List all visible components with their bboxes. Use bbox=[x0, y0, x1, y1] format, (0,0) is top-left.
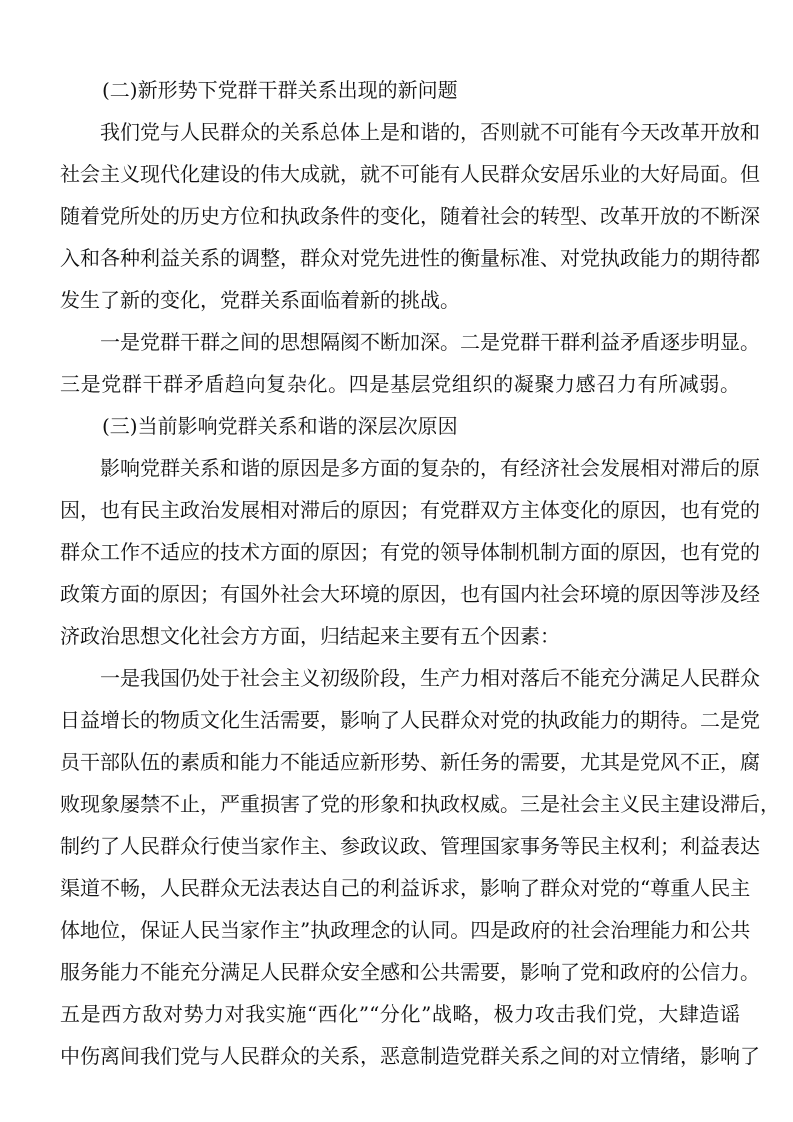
paragraph-line: 群众工作不适应的技术方面的原因；有党的领导体制机制方面的原因，也有党的 bbox=[60, 540, 760, 564]
paragraph-line: 制约了人民群众行使当家作主、参政议政、管理国家事务等民主权利；利益表达 bbox=[60, 834, 760, 858]
paragraph-line: 日益增长的物质文化生活需要，影响了人民群众对党的执政能力的期待。二是党 bbox=[60, 708, 760, 732]
paragraph-line: 三是党群干群矛盾趋向复杂化。四是基层党组织的凝聚力感召力有所减弱。 bbox=[60, 372, 740, 396]
paragraph-line: 渠道不畅，人民群众无法表达自己的利益诉求，影响了群众对党的“尊重人民主 bbox=[60, 876, 751, 900]
paragraph-line: 一是党群干群之间的思想隔阂不断加深。二是党群干群利益矛盾逐步明显。 bbox=[100, 330, 760, 354]
paragraph-line: 发生了新的变化，党群关系面临着新的挑战。 bbox=[60, 288, 460, 312]
paragraph-line: 五是西方敌对势力对我实施“西化”“分化”战略，极力攻击我们党，大肆造谣 bbox=[60, 1002, 740, 1026]
paragraph-line: 济政治思想文化社会方方面，归结起来主要有五个因素： bbox=[60, 624, 560, 648]
paragraph-line: 影响党群关系和谐的原因是多方面的复杂的，有经济社会发展相对滞后的原 bbox=[100, 456, 760, 480]
section-heading: (三)当前影响党群关系和谐的深层次原因 bbox=[102, 414, 458, 438]
paragraph-line: 因，也有民主政治发展相对滞后的原因；有党群双方主体变化的原因，也有党的 bbox=[60, 498, 760, 522]
paragraph-line: 服务能力不能充分满足人民群众安全感和公共需要，影响了党和政府的公信力。 bbox=[60, 960, 760, 984]
section-heading: (二)新形势下党群干群关系出现的新问题 bbox=[102, 78, 458, 102]
paragraph-line: 败现象屡禁不止，严重损害了党的形象和执政权威。三是社会主义民主建设滞后， bbox=[60, 792, 780, 816]
paragraph-line: 社会主义现代化建设的伟大成就，就不可能有人民群众安居乐业的大好局面。但 bbox=[60, 162, 760, 186]
paragraph-line: 员干部队伍的素质和能力不能适应新形势、新任务的需要，尤其是党风不正，腐 bbox=[60, 750, 760, 774]
paragraph-line: 一是我国仍处于社会主义初级阶段，生产力相对落后不能充分满足人民群众 bbox=[100, 666, 760, 690]
paragraph-line: 我们党与人民群众的关系总体上是和谐的，否则就不可能有今天改革开放和 bbox=[100, 120, 760, 144]
paragraph-line: 随着党所处的历史方位和执政条件的变化，随着社会的转型、改革开放的不断深 bbox=[60, 204, 760, 228]
paragraph-line: 政策方面的原因；有国外社会大环境的原因，也有国内社会环境的原因等涉及经 bbox=[60, 582, 760, 606]
paragraph-line: 中伤离间我们党与人民群众的关系，恶意制造党群关系之间的对立情绪，影响了 bbox=[60, 1044, 760, 1068]
paragraph-line: 入和各种利益关系的调整，群众对党先进性的衡量标准、对党执政能力的期待都 bbox=[60, 246, 760, 270]
paragraph-line: 体地位，保证人民当家作主”执政理念的认同。四是政府的社会治理能力和公共 bbox=[60, 918, 751, 942]
